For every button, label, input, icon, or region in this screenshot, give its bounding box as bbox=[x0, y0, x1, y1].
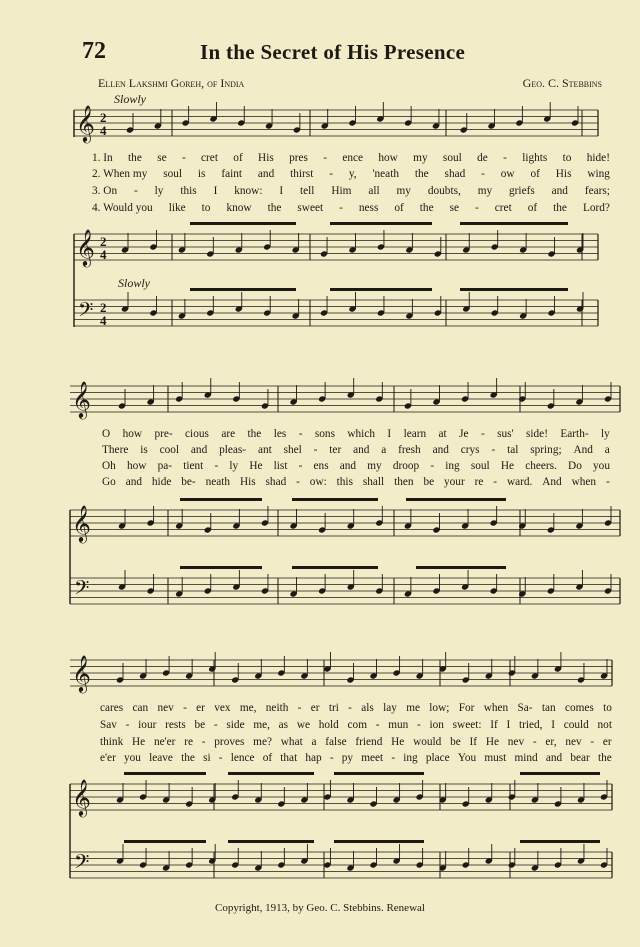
lyric-syllable: I bbox=[387, 428, 392, 440]
treble-clef-icon: 𝄞 bbox=[72, 380, 91, 418]
lyric-syllable: my bbox=[477, 185, 493, 197]
lyric-syllable: place bbox=[425, 752, 450, 764]
lyric-syllable: can bbox=[132, 702, 149, 714]
lyric-syllable: all bbox=[368, 185, 380, 197]
time-signature-bottom: 4 bbox=[100, 313, 107, 328]
lyric-syllable: me, bbox=[239, 702, 257, 714]
lyric-syllable: shall bbox=[362, 476, 385, 488]
lyric-syllable: Sa- bbox=[517, 702, 533, 714]
lyric-syllable: ly bbox=[229, 460, 239, 472]
lyric-syllable: of bbox=[233, 152, 243, 164]
lyric-syllable: - bbox=[181, 152, 186, 164]
lyric-syllable: - bbox=[329, 168, 333, 180]
lyric-syllable: cret bbox=[494, 202, 512, 214]
lyric-syllable: of bbox=[527, 202, 538, 214]
lyric-syllable: Sav bbox=[100, 719, 117, 731]
lyric-syllable: - bbox=[430, 460, 435, 472]
lyric-syllable: Oh bbox=[102, 460, 116, 472]
lyric-syllable: spring; bbox=[530, 444, 562, 456]
lyric-syllable: hold bbox=[318, 719, 339, 731]
lyric-syllable: Him bbox=[331, 185, 352, 197]
lyric-syllable: cool bbox=[159, 444, 180, 456]
note-beam bbox=[330, 222, 432, 225]
lyric-syllable: com bbox=[347, 719, 367, 731]
lyric-syllable: He bbox=[485, 736, 500, 748]
lyric-syllable: sus' bbox=[497, 428, 514, 440]
lyric-syllable: griefs bbox=[509, 185, 535, 197]
lyric-syllable: wing bbox=[587, 168, 610, 180]
lyric-syllable: be bbox=[194, 719, 206, 731]
lyric-syllable: tan bbox=[541, 702, 556, 714]
lyric-syllable: vex bbox=[214, 702, 231, 714]
lyric-line-s2-v4 bbox=[102, 476, 610, 488]
lyric-syllable: - bbox=[183, 702, 187, 714]
lyric-syllable: and bbox=[551, 185, 568, 197]
lyric-syllable: There bbox=[102, 444, 129, 456]
lyric-syllable: - bbox=[298, 460, 303, 472]
lyric-syllable: know: bbox=[234, 185, 263, 197]
lyric-syllable: - bbox=[375, 719, 380, 731]
lyric-line-s2-v3 bbox=[102, 460, 610, 472]
lyric-syllable: and bbox=[257, 168, 275, 180]
lyric-syllable: I bbox=[279, 185, 284, 197]
lyric-syllable: - bbox=[201, 736, 206, 748]
lyric-syllable: He bbox=[391, 736, 405, 748]
lyric-syllable: - bbox=[339, 202, 343, 214]
lyric-syllable: - bbox=[298, 428, 303, 440]
lyric-syllable: - bbox=[296, 476, 300, 488]
lyric-syllable: thirst bbox=[290, 168, 314, 180]
lyric-syllable: how bbox=[378, 152, 398, 164]
lyric-syllable: you bbox=[123, 752, 141, 764]
note-beam bbox=[292, 498, 378, 501]
lyric-syllable: lence bbox=[230, 752, 255, 764]
lyric-syllable: false bbox=[325, 736, 347, 748]
lyric-syllable: and bbox=[353, 444, 370, 456]
lyric-syllable: crys bbox=[460, 444, 480, 456]
lyric-syllable: like bbox=[168, 202, 186, 214]
lyric-syllable: tri bbox=[328, 702, 339, 714]
lyric-syllable: ens bbox=[313, 460, 329, 472]
lyric-syllable: would bbox=[413, 736, 442, 748]
lyric-syllable: shad bbox=[444, 168, 466, 180]
lyric-syllable: shad bbox=[265, 476, 287, 488]
lyric-syllable: sons bbox=[314, 428, 335, 440]
lyric-syllable: lay bbox=[383, 702, 397, 714]
lyric-syllable: - bbox=[214, 460, 219, 472]
lyric-syllable: my bbox=[396, 185, 411, 197]
lyric-line-s2-v2 bbox=[102, 444, 610, 456]
hymn-title: In the Secret of His Presence bbox=[200, 40, 466, 64]
note-beam bbox=[190, 288, 296, 291]
lyric-syllable: - bbox=[134, 185, 138, 197]
note-beam bbox=[330, 288, 432, 291]
lyric-syllable: His bbox=[258, 152, 274, 164]
lyric-syllable: how bbox=[126, 460, 147, 472]
lyric-syllable: ing bbox=[445, 460, 460, 472]
lyric-syllable: 'neath bbox=[372, 168, 399, 180]
lyric-syllable: You bbox=[457, 752, 477, 764]
lyric-syllable: ter bbox=[329, 444, 342, 456]
note-beam bbox=[520, 840, 600, 843]
lyric-line-s3-v3 bbox=[100, 736, 612, 748]
lyric-syllable: tal bbox=[507, 444, 519, 456]
lyric-line-s1-v2 bbox=[92, 168, 610, 180]
lyric-syllable: If bbox=[490, 719, 498, 731]
lyric-syllable: - bbox=[297, 702, 302, 714]
lyric-syllable: at bbox=[438, 428, 447, 440]
tempo-marking-top: Slowly bbox=[114, 92, 146, 106]
lyric-syllable: les bbox=[273, 428, 287, 440]
lyric-syllable: think bbox=[100, 736, 124, 748]
lyric-syllable: how bbox=[122, 428, 143, 440]
lyric-syllable: ion bbox=[429, 719, 444, 731]
lyric-syllable: my bbox=[367, 460, 382, 472]
lyric-syllable: ness bbox=[358, 202, 379, 214]
lyric-syllable: fresh bbox=[398, 444, 421, 456]
lyric-syllable: mun bbox=[388, 719, 409, 731]
lyric-syllable: is bbox=[197, 168, 206, 180]
lyric-syllable: ant bbox=[257, 444, 272, 456]
lyric-syllable: Lord? bbox=[582, 202, 610, 214]
lyric-syllable: when bbox=[483, 702, 509, 714]
lyric-syllable: know bbox=[226, 202, 252, 214]
lyric-syllable: tient bbox=[183, 460, 204, 472]
lyric-syllable: side! bbox=[526, 428, 548, 440]
lyric-syllable: are bbox=[221, 428, 236, 440]
lyric-syllable: the bbox=[597, 752, 612, 764]
lyric-syllable: ly bbox=[154, 185, 164, 197]
lyric-syllable: the bbox=[128, 152, 142, 164]
lyric-syllable: se bbox=[449, 202, 460, 214]
lyric-syllable: a bbox=[311, 736, 317, 748]
time-signature-bottom: 4 bbox=[100, 247, 107, 262]
lyric-syllable: pleas- bbox=[219, 444, 247, 456]
lyric-syllable: be bbox=[423, 476, 435, 488]
lyric-syllable: that bbox=[280, 752, 298, 764]
lyric-syllable: se bbox=[157, 152, 167, 164]
lyric-syllable: - bbox=[480, 428, 485, 440]
lyric-syllable: sweet bbox=[297, 202, 324, 214]
lyric-syllable: nev bbox=[565, 736, 582, 748]
note-beam bbox=[406, 498, 506, 501]
time-signature-bottom: 4 bbox=[100, 123, 107, 138]
lyric-syllable: friend bbox=[355, 736, 383, 748]
lyric-syllable: shel bbox=[283, 444, 302, 456]
time-signature-top: 2 bbox=[100, 234, 107, 249]
note-beam bbox=[124, 772, 206, 775]
lyric-syllable: droop bbox=[392, 460, 420, 472]
lyric-syllable: Go bbox=[102, 476, 116, 488]
note-beam bbox=[334, 840, 424, 843]
treble-clef-icon: 𝄞 bbox=[76, 228, 95, 266]
lyric-syllable: 2. When my bbox=[92, 168, 148, 180]
composer-credit: Geo. C. Stebbins bbox=[522, 76, 602, 90]
lyric-syllable: a bbox=[381, 444, 387, 456]
lyric-syllable: lights bbox=[522, 152, 548, 164]
lyric-syllable: be bbox=[450, 736, 461, 748]
author-credit: Ellen Lakshmi Goreh, of India bbox=[98, 76, 245, 90]
lyric-syllable: ward. bbox=[506, 476, 533, 488]
lyric-syllable: of bbox=[530, 168, 540, 180]
lyric-line-s1-v1 bbox=[92, 152, 610, 164]
note-beam bbox=[460, 288, 568, 291]
lyric-syllable: ow: bbox=[309, 476, 327, 488]
lyric-syllable: He bbox=[249, 460, 263, 472]
lyric-syllable: si bbox=[203, 752, 211, 764]
lyric-syllable: He bbox=[500, 460, 515, 472]
lyric-syllable: the bbox=[553, 202, 567, 214]
treble-clef-icon: 𝄞 bbox=[72, 778, 91, 816]
lyric-syllable: low; bbox=[429, 702, 450, 714]
lyric-syllable: tried, bbox=[518, 719, 543, 731]
lyric-syllable: He bbox=[132, 736, 146, 748]
lyric-line-s1-v3 bbox=[92, 185, 610, 197]
lyric-syllable: the bbox=[419, 202, 434, 214]
lyric-syllable: meet bbox=[361, 752, 384, 764]
note-beam bbox=[460, 222, 568, 225]
note-beam bbox=[416, 566, 506, 569]
lyric-syllable: the bbox=[247, 428, 262, 440]
note-beam bbox=[180, 566, 262, 569]
note-beam bbox=[292, 566, 378, 569]
note-beam bbox=[334, 772, 424, 775]
note-beam bbox=[190, 222, 296, 225]
lyric-syllable: me? bbox=[253, 736, 272, 748]
lyric-syllable: this bbox=[180, 185, 197, 197]
lyric-syllable: ow bbox=[500, 168, 515, 180]
lyric-syllable: neith bbox=[265, 702, 289, 714]
lyric-syllable: - bbox=[417, 719, 421, 731]
lyric-syllable: hide bbox=[151, 476, 172, 488]
lyric-syllable: list bbox=[273, 460, 288, 472]
lyric-syllable: er bbox=[196, 702, 205, 714]
lyric-syllable: proves bbox=[214, 736, 245, 748]
lyric-syllable: my bbox=[413, 152, 428, 164]
lyric-syllable: doubts, bbox=[427, 185, 461, 197]
lyric-syllable: when bbox=[571, 476, 597, 488]
lyric-syllable: be- bbox=[181, 476, 196, 488]
lyric-syllable: me, bbox=[253, 719, 270, 731]
note-beam bbox=[520, 772, 600, 775]
lyric-line-s3-v1 bbox=[100, 702, 612, 714]
lyric-syllable: - bbox=[475, 202, 479, 214]
lyric-syllable: - bbox=[329, 752, 334, 764]
lyric-syllable: - bbox=[125, 719, 130, 731]
lyric-syllable: cret bbox=[201, 152, 218, 164]
time-signature-top: 2 bbox=[100, 110, 107, 125]
lyric-syllable: what bbox=[280, 736, 303, 748]
lyric-syllable: Do bbox=[568, 460, 582, 472]
lyric-syllable: re bbox=[474, 476, 484, 488]
lyric-syllable: re bbox=[184, 736, 193, 748]
note-beam bbox=[124, 840, 206, 843]
lyric-syllable: - bbox=[213, 719, 218, 731]
lyric-syllable: not bbox=[597, 719, 612, 731]
lyric-syllable: a bbox=[604, 444, 610, 456]
lyric-syllable: comes bbox=[564, 702, 594, 714]
lyric-syllable: side bbox=[226, 719, 245, 731]
lyric-syllable: then bbox=[394, 476, 414, 488]
lyric-syllable: iour bbox=[138, 719, 157, 731]
bass-clef-icon: 𝄢 bbox=[74, 850, 90, 878]
lyric-syllable: as bbox=[278, 719, 289, 731]
lyric-syllable: I bbox=[551, 719, 555, 731]
lyric-line-s2-v1 bbox=[102, 428, 610, 440]
lyric-syllable: His bbox=[555, 168, 572, 180]
lyric-syllable: and bbox=[190, 444, 208, 456]
lyric-syllable: pres bbox=[289, 152, 308, 164]
lyric-syllable: pa- bbox=[157, 460, 173, 472]
copyright-notice: Copyright, 1913, by Geo. C. Stebbins. Renewal bbox=[215, 902, 425, 914]
lyric-syllable: y, bbox=[348, 168, 357, 180]
lyric-line-s1-v4 bbox=[92, 202, 610, 214]
lyric-syllable: and bbox=[125, 476, 143, 488]
time-signature-top: 2 bbox=[100, 300, 107, 315]
lyric-syllable: - bbox=[503, 152, 507, 164]
lyric-syllable: to bbox=[562, 152, 572, 164]
lyric-syllable: - bbox=[605, 476, 610, 488]
lyric-syllable: I bbox=[506, 719, 511, 731]
lyric-syllable: soul bbox=[442, 152, 462, 164]
lyric-syllable: could bbox=[563, 719, 589, 731]
lyric-syllable: soul bbox=[163, 168, 183, 180]
lyric-syllable: sweet: bbox=[452, 719, 482, 731]
lyric-syllable: hap bbox=[305, 752, 322, 764]
lyric-syllable: 4. Would you bbox=[92, 202, 153, 214]
lyric-syllable: - bbox=[218, 752, 223, 764]
lyric-syllable: er bbox=[602, 736, 612, 748]
lyric-syllable: mind bbox=[514, 752, 538, 764]
lyric-syllable: cares bbox=[100, 702, 124, 714]
hymn-number: 72 bbox=[82, 38, 106, 64]
lyric-syllable: which bbox=[347, 428, 375, 440]
lyric-syllable: e'er bbox=[100, 752, 116, 764]
lyric-syllable: the bbox=[181, 752, 195, 764]
lyric-syllable: py bbox=[341, 752, 354, 764]
lyric-syllable: 3. On bbox=[92, 185, 118, 197]
lyric-syllable: bear bbox=[570, 752, 590, 764]
lyric-syllable: If bbox=[469, 736, 478, 748]
lyric-syllable: For bbox=[458, 702, 475, 714]
lyric-syllable: ly bbox=[601, 428, 610, 440]
lyric-syllable: we bbox=[296, 719, 310, 731]
lyric-syllable: cheers. bbox=[525, 460, 557, 472]
lyric-syllable: als bbox=[361, 702, 374, 714]
lyric-syllable: nev bbox=[507, 736, 525, 748]
lyric-syllable: - bbox=[391, 752, 396, 764]
lyric-syllable: And bbox=[573, 444, 593, 456]
lyric-syllable: tell bbox=[300, 185, 315, 197]
lyric-syllable: you bbox=[593, 460, 610, 472]
lyric-syllable: pre- bbox=[154, 428, 173, 440]
lyric-syllable: and bbox=[545, 752, 563, 764]
lyric-syllable: neath bbox=[205, 476, 231, 488]
lyric-syllable: your bbox=[444, 476, 465, 488]
lyric-syllable: me bbox=[406, 702, 420, 714]
note-beam bbox=[180, 498, 262, 501]
lyric-syllable: - bbox=[481, 168, 485, 180]
lyric-line-s3-v4 bbox=[100, 752, 612, 764]
lyric-syllable: the bbox=[267, 202, 282, 214]
lyric-syllable: de bbox=[477, 152, 488, 164]
lyric-syllable: Earth- bbox=[560, 428, 589, 440]
lyric-syllable: hide! bbox=[586, 152, 610, 164]
lyric-syllable: this bbox=[336, 476, 353, 488]
treble-clef-icon: 𝄞 bbox=[72, 504, 91, 542]
lyric-syllable: leave bbox=[149, 752, 173, 764]
lyric-syllable: - bbox=[493, 476, 498, 488]
lyric-line-s3-v2 bbox=[100, 719, 612, 731]
lyric-syllable: learn bbox=[403, 428, 427, 440]
lyric-syllable: is bbox=[140, 444, 148, 456]
lyric-syllable: the bbox=[414, 168, 429, 180]
lyric-syllable: must bbox=[484, 752, 507, 764]
lyric-syllable: nev bbox=[157, 702, 174, 714]
note-beam bbox=[228, 772, 314, 775]
lyric-syllable: and bbox=[339, 460, 357, 472]
lyric-syllable: soul bbox=[470, 460, 490, 472]
treble-clef-icon: 𝄞 bbox=[72, 654, 91, 692]
lyric-syllable: and bbox=[432, 444, 449, 456]
lyric-syllable: O bbox=[102, 428, 111, 440]
lyric-syllable: fears; bbox=[584, 185, 610, 197]
lyric-syllable: faint bbox=[221, 168, 243, 180]
lyric-syllable: I bbox=[213, 185, 218, 197]
lyric-syllable: rests bbox=[165, 719, 186, 731]
lyric-syllable: - bbox=[313, 444, 318, 456]
lyric-syllable: er, bbox=[545, 736, 557, 748]
lyric-syllable: to bbox=[201, 202, 211, 214]
lyric-syllable: His bbox=[239, 476, 256, 488]
lyric-syllable: ence bbox=[342, 152, 364, 164]
lyric-syllable: Je bbox=[459, 428, 469, 440]
lyric-syllable: ing bbox=[403, 752, 418, 764]
lyric-syllable: - bbox=[590, 736, 595, 748]
lyric-syllable: - bbox=[532, 736, 537, 748]
lyric-syllable: of bbox=[394, 202, 404, 214]
lyric-syllable: to bbox=[603, 702, 612, 714]
lyric-syllable: - bbox=[323, 152, 327, 164]
treble-clef-icon: 𝄞 bbox=[76, 104, 95, 142]
lyric-syllable: 1. In bbox=[92, 152, 113, 164]
lyric-syllable: cious bbox=[185, 428, 209, 440]
lyric-syllable: ne'er bbox=[153, 736, 176, 748]
tempo-marking-lower: Slowly bbox=[118, 276, 150, 290]
lyric-syllable: er bbox=[310, 702, 320, 714]
lyric-syllable: And bbox=[542, 476, 562, 488]
lyric-syllable: of bbox=[262, 752, 273, 764]
bass-clef-icon: 𝄢 bbox=[74, 576, 90, 604]
lyric-syllable: - bbox=[348, 702, 352, 714]
bass-clef-icon: 𝄢 bbox=[78, 298, 94, 326]
lyric-syllable: - bbox=[491, 444, 496, 456]
note-beam bbox=[228, 840, 314, 843]
